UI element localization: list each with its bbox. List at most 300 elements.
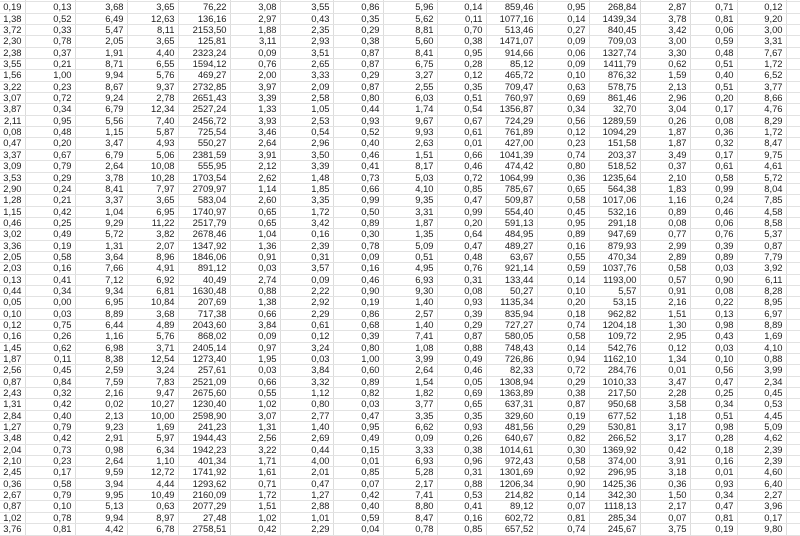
cell[interactable]: 133,44 [486, 274, 537, 285]
cell[interactable]: 0,34 [25, 104, 75, 115]
cell[interactable]: 1944,43 [178, 433, 230, 444]
cell[interactable]: 0,47 [690, 501, 737, 512]
cell[interactable]: 0,57 [640, 274, 690, 285]
cell[interactable]: 3,27 [383, 70, 437, 81]
cell[interactable]: 0,08 [437, 285, 486, 296]
cell[interactable]: 2,64 [75, 456, 127, 467]
cell[interactable]: 9,30 [383, 285, 437, 296]
cell[interactable]: 3,42 [280, 217, 333, 228]
cell[interactable] [786, 376, 800, 387]
cell[interactable]: 2,88 [280, 501, 333, 512]
cell[interactable]: 876,32 [589, 70, 640, 81]
cell[interactable]: 9,95 [75, 490, 127, 501]
cell[interactable]: 0,47 [437, 195, 486, 206]
cell[interactable]: 0,88 [737, 354, 786, 365]
cell[interactable]: 0,93 [690, 478, 737, 489]
cell[interactable]: 3,35 [383, 410, 437, 421]
cell[interactable]: 2,97 [230, 13, 280, 24]
cell[interactable]: 3,22 [230, 444, 280, 455]
cell[interactable]: 0,16 [537, 240, 589, 251]
cell[interactable]: 0,41 [333, 161, 383, 172]
cell[interactable]: 0,87 [437, 331, 486, 342]
cell[interactable]: 9,29 [75, 217, 127, 228]
cell[interactable]: 3,93 [230, 115, 280, 126]
cell[interactable]: 1,38 [0, 13, 25, 24]
cell[interactable]: 859,46 [486, 2, 537, 13]
cell[interactable] [786, 240, 800, 251]
cell[interactable]: 0,07 [333, 478, 383, 489]
cell[interactable]: 3,39 [280, 161, 333, 172]
cell[interactable]: 1740,97 [178, 206, 230, 217]
cell[interactable]: 785,67 [486, 183, 537, 194]
cell[interactable] [786, 25, 800, 36]
cell[interactable]: 1,72 [737, 127, 786, 138]
cell[interactable]: 2,64 [383, 365, 437, 376]
cell[interactable]: 1,15 [0, 206, 25, 217]
cell[interactable]: 0,79 [25, 490, 75, 501]
cell[interactable]: 0,65 [437, 399, 486, 410]
cell[interactable]: 9,67 [383, 115, 437, 126]
cell[interactable]: 1369,92 [589, 444, 640, 455]
cell[interactable]: 0,42 [333, 490, 383, 501]
cell[interactable]: 3,76 [0, 524, 25, 535]
cell[interactable] [786, 297, 800, 308]
cell[interactable]: 2,04 [0, 444, 25, 455]
cell[interactable]: 0,72 [437, 172, 486, 183]
cell[interactable]: 63,67 [486, 251, 537, 262]
cell[interactable]: 0,73 [333, 172, 383, 183]
cell[interactable]: 0,87 [737, 240, 786, 251]
cell[interactable]: 0,74 [537, 524, 589, 535]
cell[interactable]: 1,82 [383, 388, 437, 399]
cell[interactable]: 0,09 [333, 251, 383, 262]
cell[interactable]: 0,38 [437, 36, 486, 47]
cell[interactable]: 0,87 [0, 501, 25, 512]
cell[interactable]: 0,49 [333, 433, 383, 444]
cell[interactable]: 0,46 [0, 217, 25, 228]
cell[interactable]: 1,72 [737, 59, 786, 70]
cell[interactable]: 9,37 [127, 81, 178, 92]
cell[interactable]: 2,17 [640, 501, 690, 512]
cell[interactable] [786, 93, 800, 104]
cell[interactable]: 6,55 [127, 59, 178, 70]
cell[interactable]: 1439,34 [589, 13, 640, 24]
cell[interactable]: 2,67 [0, 490, 25, 501]
cell[interactable]: 484,95 [486, 229, 537, 240]
cell[interactable]: 3,49 [640, 149, 690, 160]
cell[interactable]: 3,11 [230, 36, 280, 47]
cell[interactable]: 5,47 [75, 25, 127, 36]
cell[interactable]: 6,75 [383, 59, 437, 70]
cell[interactable]: 1,45 [0, 342, 25, 353]
cell[interactable]: 0,30 [333, 229, 383, 240]
cell[interactable]: 32,70 [589, 104, 640, 115]
cell[interactable]: 2,90 [0, 183, 25, 194]
cell[interactable]: 5,57 [589, 285, 640, 296]
cell[interactable]: 8,96 [127, 251, 178, 262]
cell[interactable]: 0,45 [737, 388, 786, 399]
cell[interactable]: 2651,43 [178, 93, 230, 104]
cell[interactable]: 0,23 [25, 81, 75, 92]
cell[interactable] [786, 410, 800, 421]
cell[interactable]: 840,45 [589, 25, 640, 36]
cell[interactable]: 125,81 [178, 36, 230, 47]
cell[interactable]: 0,89 [333, 376, 383, 387]
cell[interactable]: 2,16 [640, 297, 690, 308]
cell[interactable]: 0,20 [437, 217, 486, 228]
cell[interactable]: 6,93 [383, 274, 437, 285]
cell[interactable]: 8,38 [75, 354, 127, 365]
cell[interactable]: 0,66 [230, 308, 280, 319]
cell[interactable]: 1010,33 [589, 376, 640, 387]
cell[interactable]: 0,87 [0, 376, 25, 387]
cell[interactable]: 4,93 [127, 138, 178, 149]
cell[interactable]: 0,61 [690, 161, 737, 172]
cell[interactable]: 3,71 [127, 342, 178, 353]
cell[interactable]: 0,56 [690, 365, 737, 376]
cell[interactable]: 2,55 [383, 81, 437, 92]
cell[interactable]: 0,88 [437, 342, 486, 353]
cell[interactable]: 2,34 [737, 376, 786, 387]
cell[interactable]: 3,37 [75, 195, 127, 206]
cell[interactable]: 0,58 [25, 478, 75, 489]
cell[interactable]: 8,29 [737, 115, 786, 126]
cell[interactable]: 4,62 [737, 433, 786, 444]
cell[interactable]: 1,35 [383, 229, 437, 240]
cell[interactable]: 3,78 [75, 172, 127, 183]
cell[interactable]: 7,85 [737, 195, 786, 206]
cell[interactable]: 8,47 [737, 138, 786, 149]
cell[interactable]: 8,41 [75, 183, 127, 194]
cell[interactable]: 0,90 [537, 478, 589, 489]
cell[interactable]: 3,68 [75, 2, 127, 13]
cell[interactable]: 0,48 [25, 127, 75, 138]
cell[interactable]: 0,16 [280, 229, 333, 240]
cell[interactable]: 7,40 [127, 115, 178, 126]
cell[interactable]: 470,34 [589, 251, 640, 262]
cell[interactable]: 0,77 [640, 229, 690, 240]
cell[interactable]: 0,05 [0, 297, 25, 308]
cell[interactable]: 0,87 [333, 81, 383, 92]
cell[interactable]: 9,47 [127, 388, 178, 399]
cell[interactable]: 8,41 [383, 47, 437, 58]
cell[interactable]: 1,31 [75, 240, 127, 251]
cell[interactable]: 0,82 [333, 388, 383, 399]
cell[interactable]: 9,94 [75, 512, 127, 523]
cell[interactable]: 0,23 [537, 138, 589, 149]
cell[interactable]: 6,62 [383, 422, 437, 433]
cell[interactable]: 9,59 [75, 467, 127, 478]
cell[interactable]: 1363,89 [486, 388, 537, 399]
cell[interactable]: 3,68 [127, 308, 178, 319]
cell[interactable]: 296,95 [589, 467, 640, 478]
cell[interactable]: 0,44 [333, 104, 383, 115]
cell[interactable]: 0,65 [230, 217, 280, 228]
cell[interactable]: 0,34 [690, 490, 737, 501]
cell[interactable]: 0,16 [25, 263, 75, 274]
cell[interactable]: 342,30 [589, 490, 640, 501]
cell[interactable]: 2,39 [737, 444, 786, 455]
cell[interactable]: 0,14 [537, 342, 589, 353]
cell[interactable] [786, 251, 800, 262]
cell[interactable] [786, 319, 800, 330]
cell[interactable]: 6,49 [75, 13, 127, 24]
cell[interactable]: 0,12 [0, 319, 25, 330]
cell[interactable]: 6,92 [127, 274, 178, 285]
cell[interactable]: 5,28 [383, 467, 437, 478]
cell[interactable]: 0,45 [537, 206, 589, 217]
cell[interactable]: 0,09 [230, 331, 280, 342]
cell[interactable]: 2,38 [0, 47, 25, 58]
cell[interactable]: 2,29 [280, 524, 333, 535]
cell[interactable]: 0,03 [690, 342, 737, 353]
cell[interactable]: 1,28 [0, 195, 25, 206]
cell[interactable]: 578,75 [589, 81, 640, 92]
cell[interactable]: 1,69 [127, 422, 178, 433]
cell[interactable]: 0,20 [690, 93, 737, 104]
cell[interactable]: 2,77 [280, 410, 333, 421]
cell[interactable]: 3,64 [75, 251, 127, 262]
cell[interactable]: 2,63 [383, 138, 437, 149]
cell[interactable]: 329,60 [486, 410, 537, 421]
cell[interactable] [786, 331, 800, 342]
cell[interactable]: 2709,97 [178, 183, 230, 194]
cell[interactable] [786, 229, 800, 240]
cell[interactable]: 0,40 [333, 138, 383, 149]
cell[interactable]: 2,64 [230, 138, 280, 149]
cell[interactable]: 2521,09 [178, 376, 230, 387]
cell[interactable]: 5,09 [383, 240, 437, 251]
cell[interactable]: 1,51 [640, 308, 690, 319]
cell[interactable]: 0,43 [690, 331, 737, 342]
cell[interactable]: 2,07 [127, 240, 178, 251]
cell[interactable] [786, 285, 800, 296]
cell[interactable]: 5,62 [383, 13, 437, 24]
cell[interactable]: 1,31 [230, 422, 280, 433]
cell[interactable]: 0,28 [690, 433, 737, 444]
cell[interactable]: 2,11 [0, 115, 25, 126]
cell[interactable]: 9,80 [737, 524, 786, 535]
cell[interactable]: 3,57 [280, 263, 333, 274]
cell[interactable]: 7,12 [75, 274, 127, 285]
cell[interactable]: 3,91 [230, 149, 280, 160]
cell[interactable]: 2323,24 [178, 47, 230, 58]
cell[interactable]: 0,76 [230, 59, 280, 70]
cell[interactable]: 0,08 [690, 285, 737, 296]
cell[interactable]: 2,58 [280, 93, 333, 104]
cell[interactable]: 1235,64 [589, 172, 640, 183]
cell[interactable]: 11,22 [127, 217, 178, 228]
cell[interactable]: 2,99 [640, 240, 690, 251]
cell[interactable]: 0,95 [537, 217, 589, 228]
cell[interactable]: 214,82 [486, 490, 537, 501]
cell[interactable]: 474,42 [486, 161, 537, 172]
cell[interactable]: 5,97 [127, 433, 178, 444]
cell[interactable]: 1,01 [280, 512, 333, 523]
cell[interactable] [786, 161, 800, 172]
cell[interactable]: 1347,92 [178, 240, 230, 251]
cell[interactable]: 0,60 [333, 365, 383, 376]
cell[interactable]: 203,37 [589, 149, 640, 160]
cell[interactable]: 947,69 [589, 229, 640, 240]
cell[interactable]: 217,50 [589, 388, 640, 399]
cell[interactable]: 1,48 [280, 172, 333, 183]
cell[interactable]: 0,38 [537, 388, 589, 399]
cell[interactable]: 0,98 [690, 319, 737, 330]
cell[interactable]: 0,29 [333, 25, 383, 36]
cell[interactable]: 0,99 [437, 206, 486, 217]
cell[interactable]: 1,31 [0, 399, 25, 410]
cell[interactable]: 1,69 [737, 331, 786, 342]
cell[interactable]: 10,49 [127, 490, 178, 501]
cell[interactable]: 3,07 [230, 410, 280, 421]
cell[interactable]: 2,39 [737, 456, 786, 467]
cell[interactable] [786, 2, 800, 13]
cell[interactable]: 1,59 [640, 70, 690, 81]
cell[interactable]: 0,78 [25, 512, 75, 523]
cell[interactable]: 2,03 [0, 263, 25, 274]
cell[interactable]: 2,01 [280, 467, 333, 478]
cell[interactable]: 3,17 [640, 433, 690, 444]
cell[interactable]: 1,51 [230, 501, 280, 512]
cell[interactable] [786, 115, 800, 126]
cell[interactable]: 0,01 [690, 467, 737, 478]
cell[interactable]: 6,52 [737, 70, 786, 81]
cell[interactable]: 241,23 [178, 422, 230, 433]
cell[interactable]: 0,61 [280, 319, 333, 330]
cell[interactable]: 1,34 [640, 354, 690, 365]
cell[interactable]: 0,92 [537, 467, 589, 478]
cell[interactable] [786, 354, 800, 365]
cell[interactable]: 0,41 [25, 274, 75, 285]
cell[interactable]: 1,02 [230, 512, 280, 523]
cell[interactable]: 0,24 [690, 195, 737, 206]
cell[interactable]: 0,71 [690, 2, 737, 13]
cell[interactable] [786, 127, 800, 138]
cell[interactable] [786, 388, 800, 399]
cell[interactable]: 0,41 [437, 501, 486, 512]
cell[interactable]: 1,95 [230, 354, 280, 365]
cell[interactable]: 4,61 [737, 161, 786, 172]
cell[interactable]: 136,16 [178, 13, 230, 24]
cell[interactable]: 7,83 [127, 376, 178, 387]
cell[interactable] [786, 365, 800, 376]
cell[interactable]: 0,47 [0, 138, 25, 149]
cell[interactable]: 1135,34 [486, 297, 537, 308]
cell[interactable]: 2,05 [75, 36, 127, 47]
cell[interactable]: 4,10 [383, 183, 437, 194]
cell[interactable]: 0,10 [0, 308, 25, 319]
cell[interactable]: 0,03 [230, 263, 280, 274]
cell[interactable]: 0,31 [280, 251, 333, 262]
cell[interactable]: 2,35 [280, 25, 333, 36]
cell[interactable]: 2,13 [75, 410, 127, 421]
cell[interactable]: 207,69 [178, 297, 230, 308]
cell[interactable]: 0,54 [280, 127, 333, 138]
cell[interactable]: 3,99 [737, 365, 786, 376]
cell[interactable]: 2,17 [383, 478, 437, 489]
cell[interactable]: 1,05 [280, 104, 333, 115]
cell[interactable]: 89,12 [486, 501, 537, 512]
cell[interactable]: 0,63 [537, 81, 589, 92]
cell[interactable]: 0,22 [690, 297, 737, 308]
cell[interactable]: 0,02 [75, 399, 127, 410]
cell[interactable]: 1,87 [640, 127, 690, 138]
cell[interactable]: 2678,46 [178, 229, 230, 240]
cell[interactable]: 1,72 [280, 206, 333, 217]
cell[interactable]: 0,17 [690, 149, 737, 160]
cell[interactable]: 0,90 [690, 274, 737, 285]
cell[interactable]: 0,93 [333, 115, 383, 126]
cell[interactable]: 3,77 [383, 399, 437, 410]
cell[interactable]: 637,31 [486, 399, 537, 410]
cell[interactable] [786, 81, 800, 92]
cell[interactable]: 2,59 [75, 365, 127, 376]
cell[interactable]: 4,60 [737, 467, 786, 478]
cell[interactable]: 2,95 [640, 331, 690, 342]
cell[interactable]: 2,78 [127, 93, 178, 104]
cell[interactable]: 0,63 [127, 501, 178, 512]
cell[interactable]: 3,82 [127, 229, 178, 240]
cell[interactable]: 3,36 [0, 240, 25, 251]
cell[interactable]: 0,55 [537, 251, 589, 262]
cell[interactable]: 8,71 [75, 59, 127, 70]
cell[interactable]: 3,24 [127, 365, 178, 376]
cell[interactable]: 0,14 [537, 490, 589, 501]
cell[interactable]: 10,28 [127, 172, 178, 183]
cell[interactable]: 0,01 [333, 456, 383, 467]
cell[interactable]: 0,19 [0, 2, 25, 13]
cell[interactable]: 0,06 [690, 217, 737, 228]
cell[interactable]: 0,93 [437, 297, 486, 308]
cell[interactable]: 0,51 [690, 410, 737, 421]
cell[interactable]: 3,53 [0, 172, 25, 183]
cell[interactable]: 0,89 [690, 251, 737, 262]
cell[interactable]: 0,87 [333, 47, 383, 58]
cell[interactable]: 40,49 [178, 274, 230, 285]
cell[interactable]: 0,74 [537, 319, 589, 330]
cell[interactable] [786, 195, 800, 206]
cell[interactable]: 0,47 [333, 410, 383, 421]
cell[interactable]: 2,62 [230, 172, 280, 183]
cell[interactable]: 0,31 [437, 274, 486, 285]
cell[interactable] [786, 206, 800, 217]
cell[interactable]: 266,52 [589, 433, 640, 444]
cell[interactable]: 0,20 [25, 138, 75, 149]
cell[interactable]: 2,13 [640, 81, 690, 92]
cell[interactable]: 151,58 [589, 138, 640, 149]
cell[interactable]: 8,89 [737, 319, 786, 330]
cell[interactable]: 0,79 [25, 422, 75, 433]
cell[interactable]: 0,46 [333, 274, 383, 285]
cell[interactable]: 0,99 [333, 195, 383, 206]
cell[interactable]: 0,03 [280, 354, 333, 365]
cell[interactable] [786, 70, 800, 81]
cell[interactable]: 0,81 [690, 13, 737, 24]
cell[interactable]: 3,65 [127, 36, 178, 47]
cell[interactable]: 0,16 [437, 512, 486, 523]
cell[interactable]: 0,14 [537, 13, 589, 24]
cell[interactable]: 0,58 [537, 456, 589, 467]
cell[interactable]: 0,13 [0, 274, 25, 285]
cell[interactable]: 4,76 [737, 104, 786, 115]
cell[interactable]: 0,78 [333, 240, 383, 251]
cell[interactable]: 3,33 [280, 70, 333, 81]
cell[interactable]: 3,47 [640, 376, 690, 387]
cell[interactable]: 0,52 [333, 127, 383, 138]
cell[interactable]: 1411,79 [589, 59, 640, 70]
cell[interactable]: 0,09 [537, 59, 589, 70]
